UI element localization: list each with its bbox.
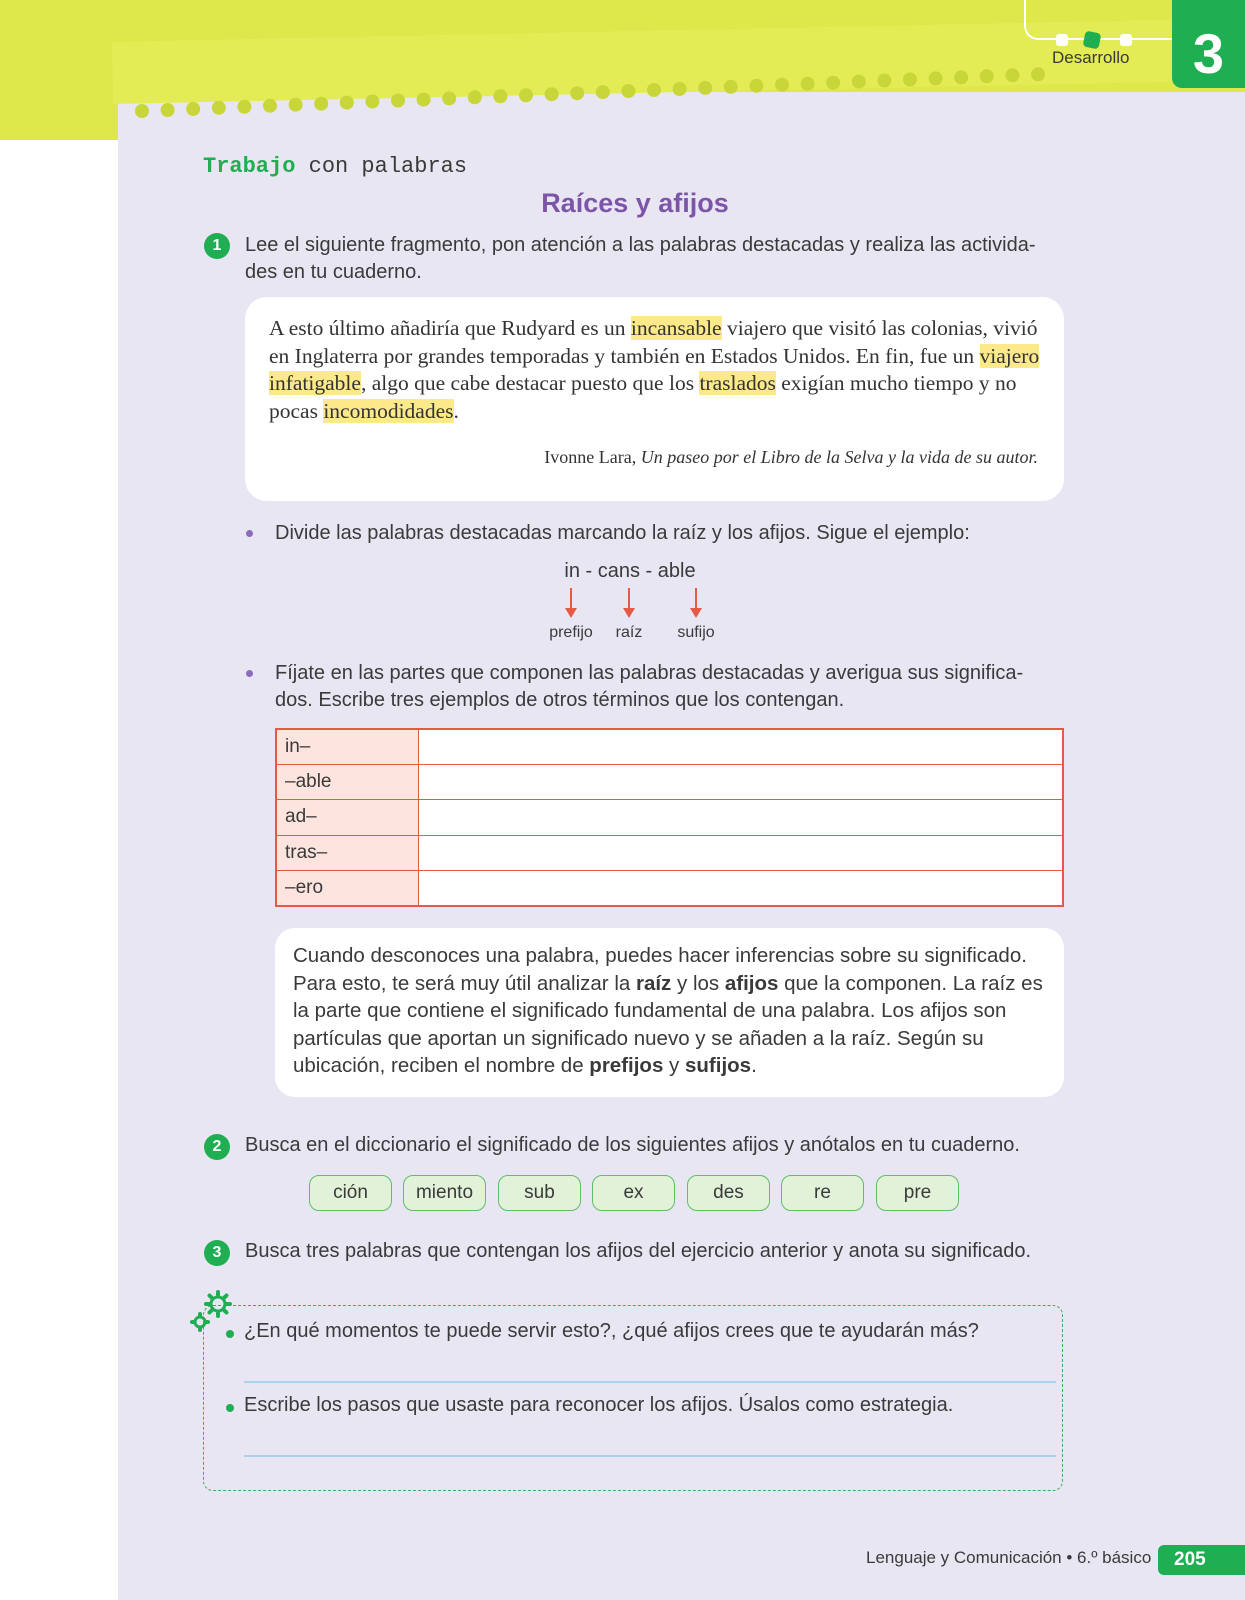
notebook-hole	[314, 97, 328, 111]
notebook-hole	[749, 79, 763, 93]
example-word: in - cans - able	[564, 560, 696, 582]
notebook-hole	[545, 87, 559, 101]
notebook-hole	[903, 73, 917, 87]
affix-table	[275, 728, 1064, 907]
highlight-word: incomodidades	[323, 398, 454, 423]
notebook-hole	[519, 88, 533, 102]
question-3-text: Busca tres palabras que contengan los afijos del ejercicio anterior y anota su significado.	[245, 1240, 1032, 1262]
instruction-affixes: Fíjate en las partes que componen las palabras destacadas y averigua sus significa- dos. Escribe tres ejemplos de otros términos que los contengan.	[275, 662, 1024, 711]
heading-bold: Trabajo	[203, 154, 296, 179]
notebook-hole	[929, 71, 943, 85]
excerpt-part: , algo que cabe destacar puesto que los	[360, 371, 695, 395]
highlight-word: traslados	[699, 371, 776, 395]
answer-line-1[interactable]	[244, 1381, 1056, 1383]
notebook-hole	[877, 74, 891, 88]
highlight-word: viajero	[979, 343, 1040, 368]
notebook-hole	[596, 85, 610, 99]
footer-subject: Lenguaje y Comunicación • 6.º básico	[866, 1548, 1152, 1567]
question-2-text: Busca en el diccionario el significado de los siguientes afijos y anótalos en tu cuaderno.	[245, 1134, 1020, 1156]
question-2-number: 2	[204, 1134, 230, 1160]
example-label-suffix: sufijo	[677, 624, 715, 641]
reflection-question-2: Escribe los pasos que usaste para reconocer los afijos. Úsalos como estrategia.	[244, 1394, 954, 1416]
affix-pill: pre	[876, 1175, 959, 1211]
affix-pill: ción	[309, 1175, 392, 1211]
reflection-question-1: ¿En qué momentos te puede servir esto?, ¿qué afijos crees que te ayudarán más?	[244, 1320, 979, 1342]
progress-dots-icon	[1050, 30, 1150, 50]
question-1-number: 1	[204, 233, 230, 259]
instruction-divide: Divide las palabras destacadas marcando la raíz y los afijos. Sigue el ejemplo:	[275, 522, 970, 544]
affix-pill: re	[781, 1175, 864, 1211]
notebook-hole	[161, 103, 175, 117]
notebook-hole	[826, 76, 840, 90]
notebook-hole	[801, 77, 815, 91]
example-diagram	[530, 560, 730, 640]
affix-pill: sub	[498, 1175, 581, 1211]
excerpt-source	[544, 447, 1038, 468]
notebook-hole	[340, 96, 354, 110]
answer-cell[interactable]	[418, 800, 1063, 835]
notebook-hole	[212, 101, 226, 115]
table-row	[276, 764, 1063, 799]
notebook-hole	[135, 104, 149, 118]
notebook-hole	[417, 93, 431, 107]
unit-number-tab: 3	[1172, 0, 1245, 88]
section-heading	[203, 154, 467, 179]
notebook-hole	[289, 98, 303, 112]
answer-line-2[interactable]	[244, 1455, 1056, 1457]
affix-cell: –able	[276, 764, 418, 799]
section-label: Desarrollo	[1052, 48, 1130, 67]
excerpt-text	[269, 315, 1049, 425]
excerpt-part: A esto último añadiría que Rudyard es un	[269, 316, 626, 340]
info-bold: prefijos	[589, 1054, 664, 1077]
answer-cell[interactable]	[418, 871, 1063, 906]
example-label-prefix: prefijo	[549, 624, 593, 641]
example-label-root: raíz	[615, 624, 643, 641]
affix-cell: ad–	[276, 800, 418, 835]
highlight-word: incansable	[630, 316, 722, 340]
page-title: Raíces y afijos	[541, 188, 729, 218]
notebook-hole	[852, 75, 866, 89]
notebook-hole	[442, 91, 456, 105]
affix-cell: tras–	[276, 835, 418, 870]
excerpt-box	[245, 297, 1064, 501]
bullet	[246, 670, 253, 677]
notebook-hole	[954, 70, 968, 84]
table-row	[276, 871, 1063, 906]
notebook-hole	[493, 89, 507, 103]
page-number: 205	[1158, 1545, 1245, 1575]
source-title: Un paseo por el Libro de la Selva y la vida de su autor.	[640, 447, 1038, 467]
notebook-hole	[647, 83, 661, 97]
affix-cell: –ero	[276, 871, 418, 906]
notebook-hole	[698, 81, 712, 95]
gear-icon	[188, 1290, 236, 1334]
excerpt-part: exigían mucho tiempo y no pocas	[269, 371, 1017, 423]
table-row	[276, 729, 1063, 764]
notebook-hole	[263, 99, 277, 113]
info-bold: sufijos	[685, 1054, 752, 1077]
info-part: .	[751, 1054, 757, 1077]
notebook-hole	[980, 69, 994, 83]
info-box	[275, 928, 1064, 1097]
notebook-hole	[673, 82, 687, 96]
affix-pill: ex	[592, 1175, 675, 1211]
notebook-hole	[468, 90, 482, 104]
info-bold: afijos	[724, 971, 779, 995]
notebook-hole	[1031, 67, 1045, 81]
affix-cell: in–	[276, 729, 418, 764]
answer-cell[interactable]	[418, 729, 1063, 764]
affix-pill: des	[687, 1175, 770, 1211]
notebook-hole	[186, 102, 200, 116]
notebook-hole	[621, 84, 635, 98]
question-1-text: Lee el siguiente fragmento, pon atención a las palabras destacadas y realiza las activida- des en tu cuaderno.	[245, 234, 1036, 283]
answer-cell[interactable]	[418, 764, 1063, 799]
bullet	[246, 530, 253, 537]
info-part: y	[669, 1054, 680, 1077]
info-part: Cuando desconoces una palabra, puedes hacer inferencias sobre su significado. Para esto, te será muy útil analizar la	[293, 944, 1027, 995]
info-part: que la componen. La raíz es la parte que contiene el significado fundamental de una palabra. Los afijos son partículas que aportan un significado nuevo y se añaden a la raíz. Según su ubicación, reciben el nombre de	[293, 971, 1043, 1077]
info-text	[293, 942, 1053, 1080]
excerpt-part: .	[453, 398, 459, 423]
answer-cell[interactable]	[418, 835, 1063, 870]
affix-pill: miento	[403, 1175, 486, 1211]
question-3-number: 3	[204, 1240, 230, 1266]
notebook-hole	[1005, 68, 1019, 82]
notebook-hole	[365, 95, 379, 109]
info-bold: raíz	[635, 971, 672, 995]
excerpt-part: viajero que visitó las colonias, vivió en Inglaterra por grandes temporadas y también en Estados Unidos. En fin, fue un	[269, 316, 1038, 368]
info-part: y los	[677, 971, 720, 995]
notebook-hole	[237, 100, 251, 114]
bullet	[226, 1404, 234, 1412]
highlight-word: infatigable	[269, 371, 361, 395]
table-row	[276, 835, 1063, 870]
notebook-hole	[775, 78, 789, 92]
notebook-hole	[570, 86, 584, 100]
source-author: Ivonne Lara,	[544, 447, 637, 467]
reflection-box	[203, 1305, 1063, 1491]
notebook-hole	[391, 94, 405, 108]
heading-rest: con palabras	[308, 154, 468, 179]
table-row	[276, 800, 1063, 835]
notebook-hole	[724, 80, 738, 94]
example-arrows-icon	[530, 586, 730, 618]
